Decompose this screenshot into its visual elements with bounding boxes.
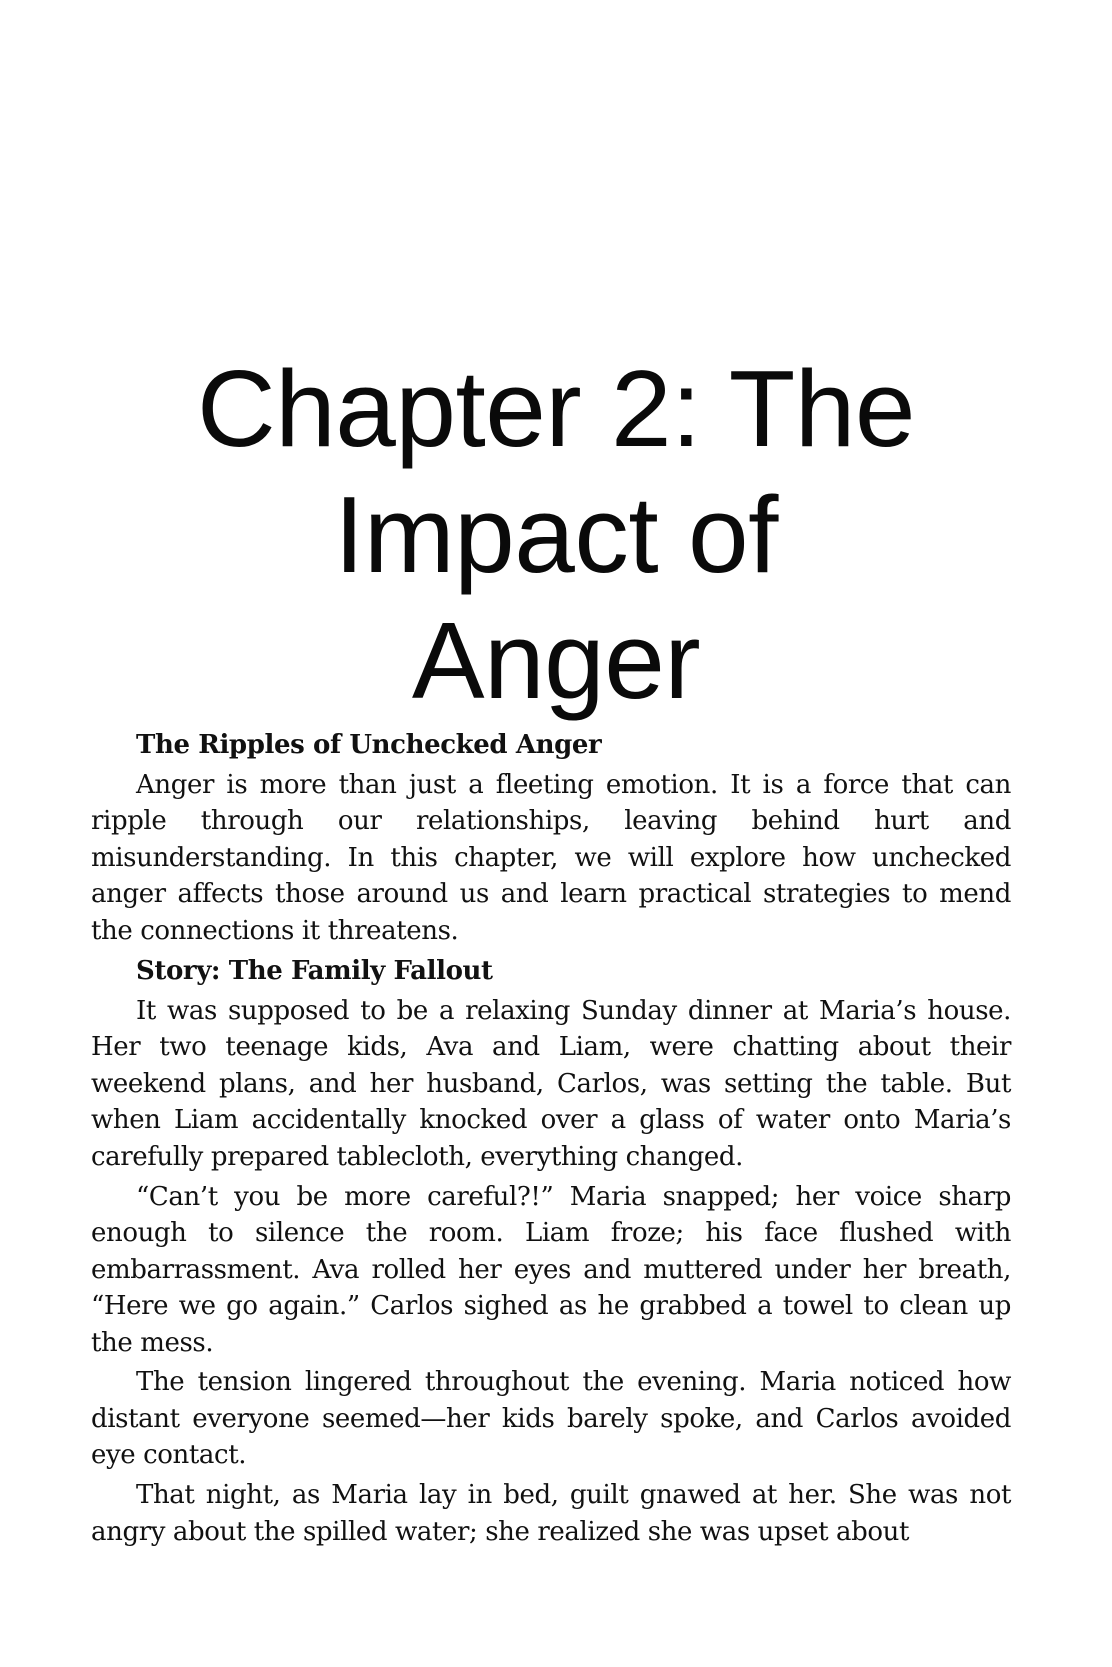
paragraph: That night, as Maria lay in bed, guilt gnawed at her. She was not angry about the spilled water; she realized she was upset about [91,1480,1011,1547]
paragraph: The tension lingered throughout the evening. Maria noticed how distant everyone seemed—her kids barely spoke, and Carlos avoided eye contact. [91,1367,1011,1471]
paragraph: It was supposed to be a relaxing Sunday dinner at Maria’s house. Her two teenage kids, Ava and Liam, were chatting about their weekend plans, and her husband, Carlos, was setting the table. But when Liam accidentally knocked over a glass of water onto Maria’s carefully prepared tablecloth, everything changed. [91,995,1011,1172]
paragraph: “Can’t you be more careful?!” Maria snapped; her voice sharp enough to silence the room. Liam froze; his face flushed with embarrassment. Ava rolled her eyes and muttered under her breath, “Here we go again.” Carlos sighed as he grabbed a towel to clean up the mess. [91,1181,1011,1358]
section-heading: The Ripples of Unchecked Anger [136,730,602,760]
chapter-title [90,346,1022,724]
section-heading: Story: The Family Fallout [136,955,493,986]
chapter-title-line: Chapter 2: The [196,348,916,470]
paragraph: Anger is more than just a fleeting emotion. It is a force that can ripple through our relationships, leaving behind hurt and misunderstanding. In this chapter, we will explore how unchecked anger affects those around us and learn practical strategies to mend the connections it threatens. [91,769,1011,946]
chapter-title-line: Anger [411,600,701,722]
chapter-body [91,727,1011,1554]
chapter-title-line: Impact of [334,474,778,596]
